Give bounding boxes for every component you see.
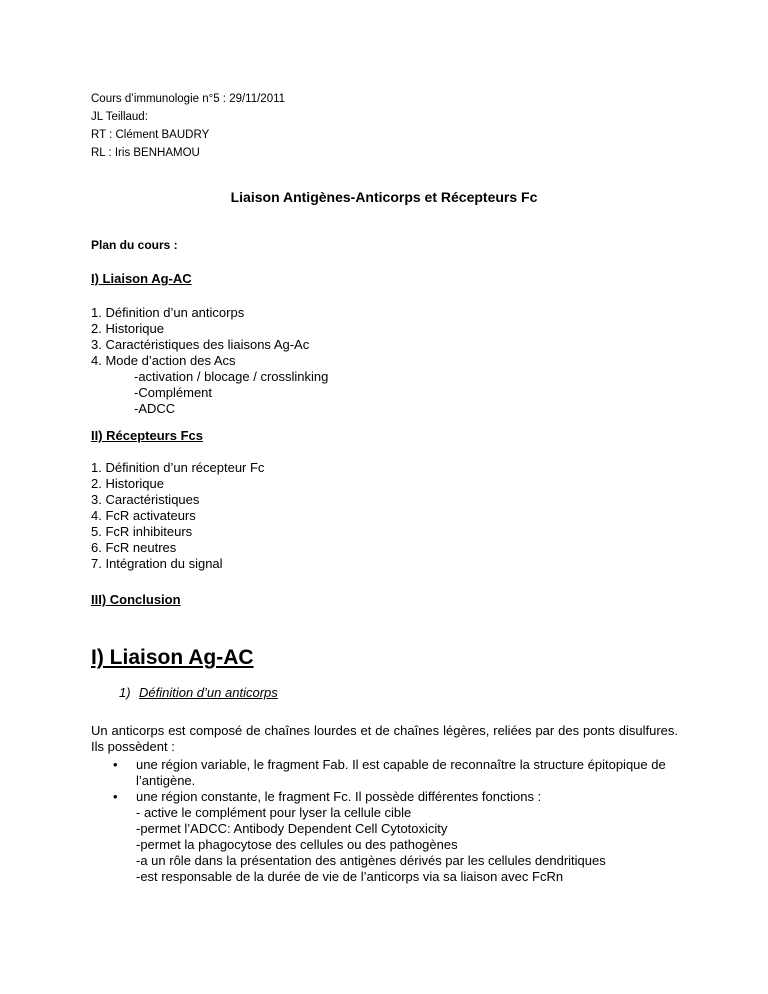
list-subitem: -ADCC [134,401,176,416]
plan-section3-heading: III) Conclusion [91,592,181,607]
header-course-line: Cours d’immunologie n°5 : 29/11/2011 [91,93,286,105]
function-item: -a un rôle dans la présentation des antigènes dérivés par les cellules dendritiques [136,853,606,868]
list-item: 2. Historique [91,476,164,491]
list-item: 7. Intégration du signal [91,556,223,571]
header-teacher-line: JL Teillaud: [91,111,148,123]
bullet-text: une région constante, le fragment Fc. Il possède différentes fonctions : [136,789,542,804]
document-title: Liaison Antigènes-Anticorps et Récepteurs Fc [230,189,538,205]
list-item: 1. Définition d’un récepteur Fc [91,460,265,475]
function-item: -est responsable de la durée de vie de l’anticorps via sa liaison avec FcRn [136,869,564,884]
bullet-icon: • [113,757,118,772]
list-item: 2. Historique [91,321,164,336]
function-item: - active le complément pour lyser la cellule cible [136,805,412,820]
header-rt-line: RT : Clément BAUDRY [91,129,210,141]
subsection-title: Définition d’un anticorps [139,685,278,700]
subsection-number: 1) [119,685,131,700]
main-section-heading: I) Liaison Ag-AC [91,646,254,669]
plan-section1-list [91,305,328,417]
list-subitem: -Complément [134,385,213,400]
plan-section2-heading: II) Récepteurs Fcs [91,428,203,443]
list-item: 3. Caractéristiques [91,492,200,507]
bullet-icon: • [113,789,118,804]
header-rl-line: RL : Iris BENHAMOU [91,147,200,159]
course-header [91,90,285,162]
list-item: 1. Définition d’un anticorps [91,305,245,320]
bullet-text: une région variable, le fragment Fab. Il est capable de reconnaître la structure épitopique de l’antigène. [136,757,666,788]
list-item: 4. FcR activateurs [91,508,196,523]
function-item: -permet la phagocytose des cellules ou des pathogènes [136,837,458,852]
subsection-heading [119,685,278,700]
list-item [113,757,683,789]
list-subitem: -activation / blocage / crosslinking [134,369,329,384]
list-item [113,789,683,885]
body-paragraph: Un anticorps est composé de chaînes lourdes et de chaînes légères, reliées par des ponts disulfures. Ils possèdent : [91,723,678,754]
list-item: 3. Caractéristiques des liaisons Ag-Ac [91,337,310,352]
bullet-list [113,757,683,885]
list-item: 4. Mode d’action des Acs [91,353,236,368]
plan-section1-heading: I) Liaison Ag-AC [91,271,192,286]
plan-section2-list [91,460,264,572]
list-item: 5. FcR inhibiteurs [91,524,193,539]
function-item: -permet l’ADCC: Antibody Dependent Cell Cytotoxicity [136,821,448,836]
plan-label: Plan du cours : [91,238,178,252]
list-item: 6. FcR neutres [91,540,177,555]
